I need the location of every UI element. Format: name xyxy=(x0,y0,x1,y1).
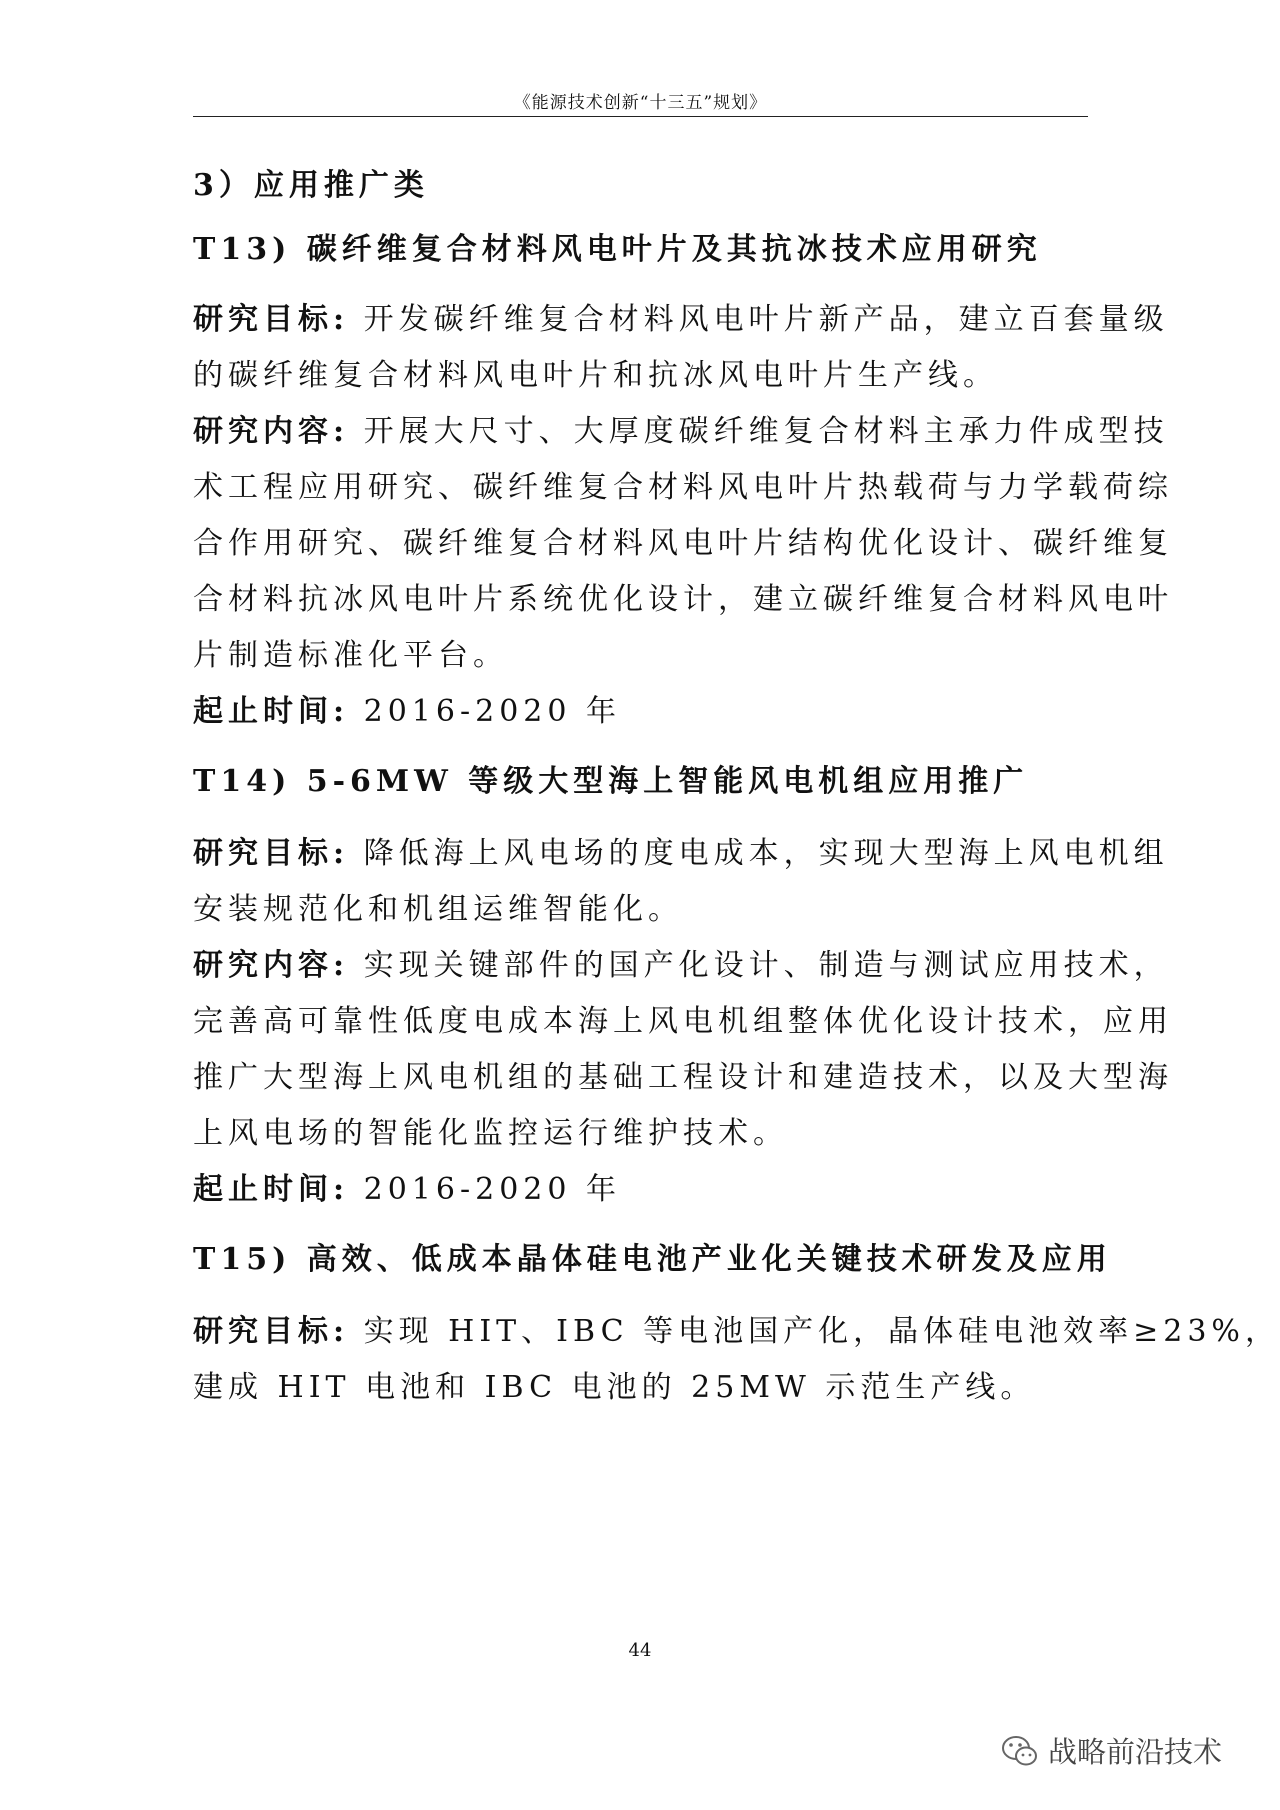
goal-text: 实现 HIT、IBC 等电池国产化，晶体硅电池效率≥23%， xyxy=(363,1314,1280,1349)
goal-label: 研究目标: xyxy=(193,1314,350,1349)
content-text: 实现关键部件的国产化设计、制造与测试应用技术， xyxy=(363,948,1169,983)
time-label: 起止时间: xyxy=(193,694,350,729)
time-paragraph xyxy=(193,1170,621,1210)
goal-paragraph xyxy=(193,834,1169,874)
goal-label: 研究目标: xyxy=(193,302,350,337)
content-text: 合作用研究、碳纤维复合材料风电叶片结构优化设计、碳纤维复 xyxy=(193,526,1173,561)
time-paragraph xyxy=(193,692,621,732)
content-label: 研究内容: xyxy=(193,948,350,983)
content-paragraph xyxy=(193,946,1169,986)
content-text: 开展大尺寸、大厚度碳纤维复合材料主承力件成型技 xyxy=(363,414,1169,449)
goal-text: 安装规范化和机组运维智能化。 xyxy=(193,892,683,927)
content-text: 完善高可靠性低度电成本海上风电机组整体优化设计技术，应用 xyxy=(193,1004,1173,1039)
content-label: 研究内容: xyxy=(193,414,350,449)
wechat-icon xyxy=(1000,1731,1040,1771)
running-header: 《能源技术创新“十三五”规划》 xyxy=(513,93,768,113)
goal-label: 研究目标: xyxy=(193,836,350,871)
item-title: T14) 5-6MW 等级大型海上智能风电机组应用推广 xyxy=(193,764,1029,799)
header-divider xyxy=(193,116,1088,117)
content-paragraph xyxy=(193,412,1169,452)
watermark-text: 战略前沿技术 xyxy=(1048,1735,1223,1769)
goal-paragraph xyxy=(193,300,1169,340)
item-title: T15) 高效、低成本晶体硅电池产业化关键技术研发及应用 xyxy=(193,1242,1112,1277)
goal-text: 降低海上风电场的度电成本，实现大型海上风电机组 xyxy=(363,836,1169,871)
time-label: 起止时间: xyxy=(193,1172,350,1207)
content-text: 推广大型海上风电机组的基础工程设计和建造技术，以及大型海 xyxy=(193,1060,1173,1095)
watermark xyxy=(1000,1730,1222,1771)
item-title: T13) 碳纤维复合材料风电叶片及其抗冰技术应用研究 xyxy=(193,232,1042,267)
page-number: 44 xyxy=(628,1640,652,1661)
content-text: 合材料抗冰风电叶片系统优化设计，建立碳纤维复合材料风电叶 xyxy=(193,582,1173,617)
goal-text: 建成 HIT 电池和 IBC 电池的 25MW 示范生产线。 xyxy=(193,1370,1036,1405)
content-text: 上风电场的智能化监控运行维护技术。 xyxy=(193,1116,788,1151)
time-value: 2016-2020 年 xyxy=(363,694,621,729)
content-text: 片制造标准化平台。 xyxy=(193,638,508,673)
content-text: 术工程应用研究、碳纤维复合材料风电叶片热载荷与力学载荷综 xyxy=(193,470,1173,505)
goal-paragraph xyxy=(193,1312,1280,1352)
goal-text: 的碳纤维复合材料风电叶片和抗冰风电叶片生产线。 xyxy=(193,358,998,393)
time-value: 2016-2020 年 xyxy=(363,1172,621,1207)
section-heading: 3）应用推广类 xyxy=(193,168,429,203)
goal-text: 开发碳纤维复合材料风电叶片新产品，建立百套量级 xyxy=(363,302,1169,337)
